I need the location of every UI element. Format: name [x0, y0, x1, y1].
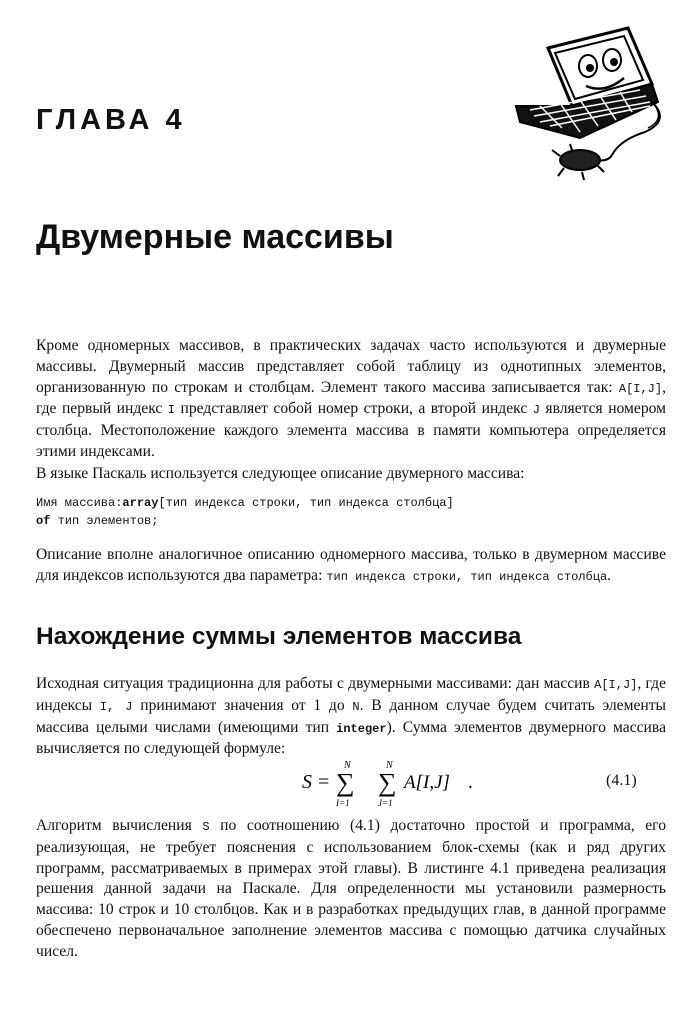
- keyword-array: array: [122, 496, 159, 510]
- sum2-upper: N: [386, 760, 393, 771]
- situation-paragraph: Исходная ситуация традиционна для работы с двумерными массивами: дан массив A[I,J], где индексы I, J принимают значения от 1 до N. В данном случае будем считать элементы массива целыми числами (имеющими тип integer). Сумма элементов двумерного массива вычисляется по следующей формуле:: [36, 675, 667, 758]
- sum2-symbol: ∑: [378, 768, 397, 797]
- formula-lhs: S: [302, 771, 312, 793]
- intro-paragraph: Кроме одномерных массивов, в практических задачах часто используются и двумерные массивы. Двумерный массив представляет собой таблицу из однотипных элементов, организованную по строкам и столбцам. Элемент такого массива записывается так: A[I,J], где первый индекс I представляет собой номер строки, а второй индекс J является номером столбца. Местоположение каждого элемента массива в памяти компьютера определяется этими индексами.: [36, 337, 666, 460]
- code-line-1: Имя массива:array[тип индекса строки, тип индекса столбца]: [36, 496, 454, 510]
- code-inline-j: J: [532, 403, 540, 418]
- code-inline-n: N: [352, 699, 360, 714]
- description-paragraph: Описание вполне аналогичное описанию одномерного массива, только в двумерном массиве для индексов используются два параметра: тип индекса строки, тип индекса столбца.: [36, 546, 666, 584]
- code-inline-integer: integer: [336, 721, 387, 736]
- sum2-lower: J=1: [378, 798, 393, 808]
- chapter-title: Двумерные массивы: [36, 218, 394, 256]
- code-inline-aij-2: A[I,J]: [594, 678, 638, 692]
- formula-equals: =: [318, 771, 330, 793]
- code-block: [36, 494, 666, 530]
- code-inline-ij: I, J: [99, 699, 133, 714]
- sum1-symbol: ∑: [336, 768, 355, 797]
- keyword-of: of: [36, 514, 51, 528]
- sum1-lower: I=1: [336, 798, 350, 808]
- equation-number: (4.1): [606, 772, 637, 789]
- code-inline-s: S: [202, 820, 210, 834]
- chapter-label: ГЛАВА 4: [36, 104, 186, 136]
- formula-end: .: [468, 772, 473, 793]
- algorithm-paragraph: Алгоритм вычисления S по соотношению (4.1) достаточно простой и программа, его реализующая, не требует пояснения с использованием блок-схемы (как и ряд других программ, рассматриваемых в примерах этой главы). В листинге 4.1 приведена реализация решения данной задачи на Паскале. Для определенности мы установили размерность массива: 10 строк и 10 столбцов. Как и в разработках предыдущих глав, в данной программе обеспечено первоначальное заполнение элементов массива с помощью датчика случайных чисел.: [36, 817, 666, 960]
- code-inline-i: I: [167, 403, 175, 418]
- laptop-mascot-illustration: [500, 10, 675, 185]
- code-inline-params: тип индекса строки, тип индекса столбца: [326, 569, 608, 584]
- code-line-2: of тип элементов;: [36, 514, 159, 528]
- sum1-upper: N: [344, 760, 351, 771]
- pascal-intro-paragraph: В языке Паскаль используется следующее описание двумерного массива:: [36, 465, 525, 482]
- sum-formula: [300, 758, 520, 808]
- code-inline-aij: A[I,J]: [618, 381, 663, 396]
- formula-term: A[I,J]: [404, 772, 450, 793]
- section-title: Нахождение суммы элементов массива: [36, 623, 522, 650]
